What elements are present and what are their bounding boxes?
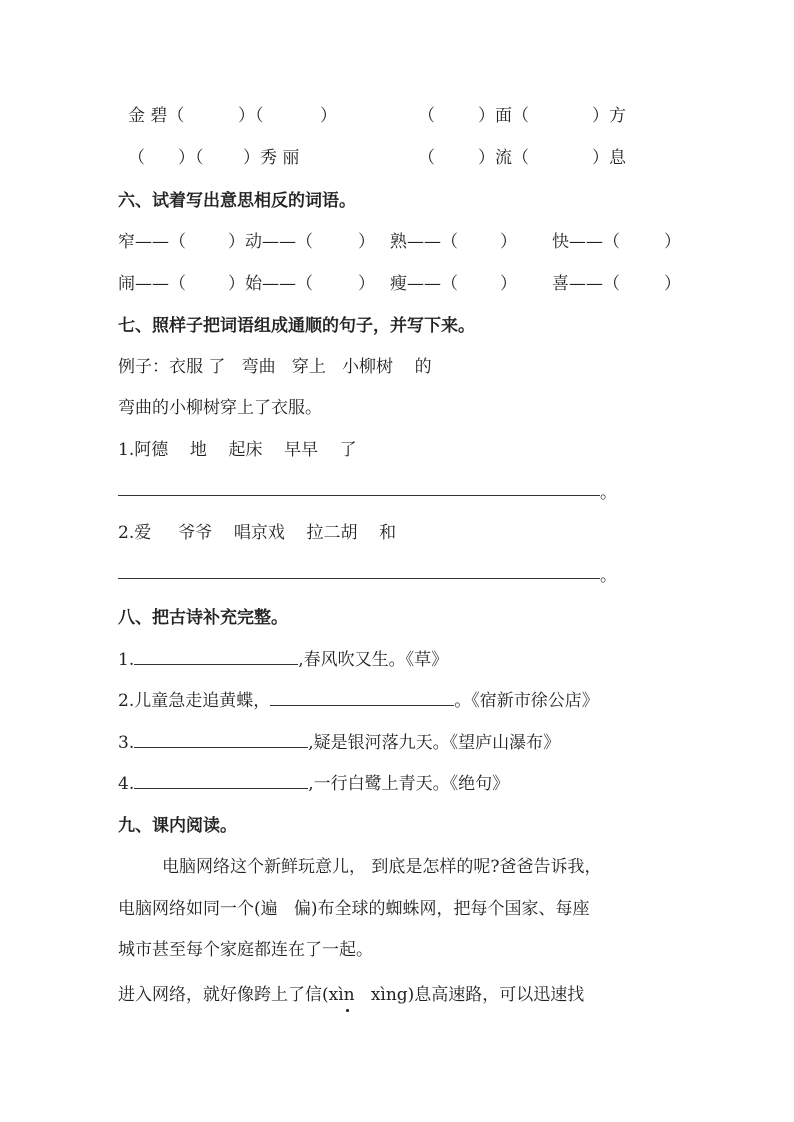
word-blank[interactable]: ）秀 丽 (243, 148, 300, 168)
antonym-blank: ） (358, 274, 375, 294)
antonym-blank[interactable]: 快——（ (552, 232, 620, 252)
reading-paragraph-line: 电脑网络如同一个(遍 偏)布全球的蜘蛛网，把每个国家、每座 (118, 899, 590, 919)
poem-text: ,一行白鹭上青天。《绝句》 (308, 774, 510, 794)
answer-period: 。 (600, 483, 617, 503)
poem-blank[interactable] (134, 772, 308, 789)
poem-text: 2.儿童急走追黄蝶， (118, 691, 271, 711)
word-blank[interactable]: ）流（ (478, 148, 529, 168)
word-blank[interactable]: （ (128, 148, 145, 168)
antonym-blank[interactable]: 瘦——（ (390, 274, 458, 294)
section-8-title: 八、把古诗补充完整。 (118, 608, 288, 628)
word-blank[interactable]: （ (418, 106, 435, 126)
antonym-blank[interactable]: 喜——（ (552, 274, 620, 294)
word-blank[interactable]: （ (418, 148, 435, 168)
reading-paragraph-line: 城市甚至每个家庭都连在了一起。 (118, 940, 373, 960)
poem-blank[interactable] (270, 689, 454, 706)
antonym-blank: ） (500, 232, 517, 252)
antonym-blank: ） (664, 232, 681, 252)
word-blank[interactable]: ）（ (178, 148, 204, 168)
antonym-blank: ） (500, 274, 517, 294)
word-blank[interactable]: ） (320, 106, 337, 126)
antonym-blank[interactable]: ）动——（ (228, 232, 313, 252)
poem-text: ,疑是银河落九天。《望庐山瀑布》 (308, 733, 561, 753)
question-1-words: 1.阿德 地 起床 早早 了 (118, 440, 357, 460)
answer-line-2[interactable] (118, 578, 600, 579)
antonym-blank: ） (664, 274, 681, 294)
antonym-blank[interactable]: 熟——（ (390, 232, 458, 252)
section-7-title: 七、照样子把词语组成通顺的句子，并写下来。 (118, 316, 475, 336)
word-blank[interactable]: ）息 (592, 148, 626, 168)
poem-text: 。《宿新市徐公店》 (454, 691, 599, 711)
poem-blank[interactable] (134, 731, 308, 748)
antonym-blank[interactable]: 闹——（ (118, 274, 186, 294)
poem-line-num: 3. (118, 733, 135, 753)
poem-text: ,春风吹又生。《草》 (298, 650, 449, 670)
section-9-title: 九、课内阅读。 (118, 816, 237, 836)
word-blank[interactable]: ）（ (238, 106, 264, 126)
poem-line-3 (118, 731, 560, 755)
poem-line-num: 1. (118, 650, 135, 670)
reading-paragraph-line: 进入网络，就好像跨上了信(xìn xìng)息高速路，可以迅速找 (118, 985, 585, 1005)
word-blank[interactable]: ）方 (592, 106, 626, 126)
reading-paragraph-line: 电脑网络这个新鲜玩意儿， 到底是怎样的呢?爸爸告诉我， (162, 857, 602, 877)
poem-line-num: 4. (118, 774, 135, 794)
question-2-words: 2.爱 爷爷 唱京戏 拉二胡 和 (118, 523, 397, 543)
poem-line-4 (118, 772, 509, 796)
word-blank[interactable]: ）面（ (478, 106, 529, 126)
example-answer: 弯曲的小柳树穿上了衣服。 (118, 398, 322, 418)
antonym-blank: ） (358, 232, 375, 252)
antonym-blank[interactable]: ）始——（ (228, 274, 313, 294)
poem-blank[interactable] (134, 648, 298, 665)
antonym-blank[interactable]: 窄——（ (118, 232, 186, 252)
example-words: 例子：衣服 了 弯曲 穿上 小柳树 的 (118, 357, 432, 377)
answer-period: 。 (600, 566, 617, 586)
poem-line-2 (118, 689, 599, 713)
emphasis-dot-icon (346, 1009, 349, 1012)
poem-line-1 (118, 648, 448, 672)
answer-line-1[interactable] (118, 495, 600, 496)
section-6-title: 六、试着写出意思相反的词语。 (118, 191, 356, 211)
word-blank[interactable]: 金 碧（ (128, 106, 185, 126)
